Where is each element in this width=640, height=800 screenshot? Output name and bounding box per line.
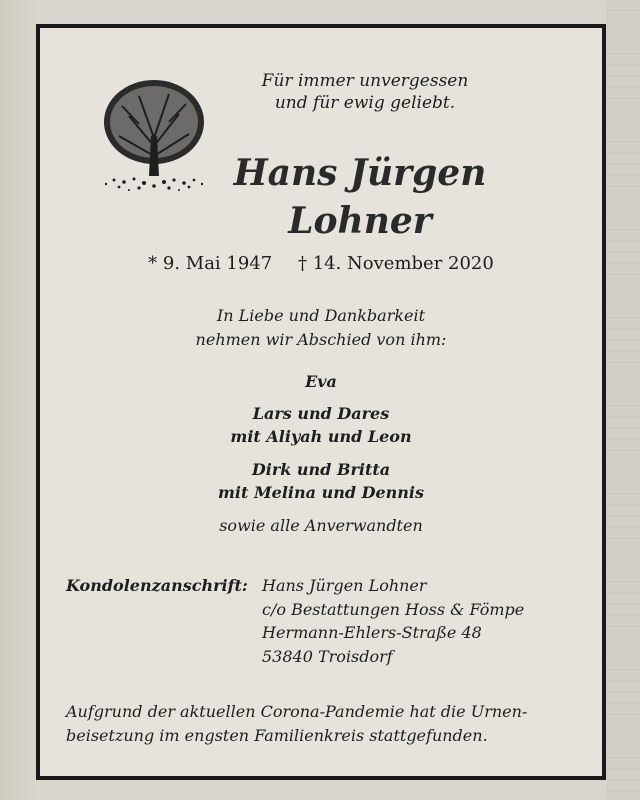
- family-line: mit Aliyah und Leon: [230, 427, 412, 446]
- condolence-label: Kondolenzanschrift:: [66, 576, 248, 595]
- family-group: [40, 458, 602, 504]
- address-line: Hans Jürgen Lohner: [262, 576, 427, 595]
- farewell-intro: [40, 304, 602, 352]
- corona-notice: [66, 700, 586, 748]
- other-relatives: sowie alle Anverwandten: [219, 516, 423, 535]
- intro-line: nehmen wir Abschied von ihm:: [195, 330, 447, 349]
- intro-line: In Liebe und Dankbarkeit: [216, 306, 426, 325]
- notice-line: Aufgrund der aktuellen Corona-Pandemie hat die Urnen-: [66, 702, 528, 721]
- family-line: Eva: [305, 372, 337, 391]
- newspaper-background-left: [0, 0, 40, 800]
- family-line: mit Melina und Dennis: [217, 483, 424, 502]
- address-line: c/o Bestattungen Hoss & Fömpe: [262, 599, 525, 619]
- deceased-first-name: Hans Jürgen: [233, 152, 487, 194]
- address-line: Hermann-Ehlers-Straße 48: [262, 623, 482, 642]
- motto: [200, 70, 530, 114]
- condolence-address: [262, 574, 524, 668]
- newspaper-background-right: [606, 0, 640, 800]
- family-line: Dirk und Britta: [251, 460, 391, 479]
- motto-line: Für immer unvergessen: [261, 71, 469, 91]
- deceased-last-name: Lohner: [288, 200, 432, 242]
- birth-date: * 9. Mai 1947: [148, 253, 273, 274]
- death-date: † 14. November 2020: [297, 253, 494, 274]
- notice-line: beisetzung im engsten Familienkreis stattgefunden.: [66, 726, 488, 745]
- motto-line: und für ewig geliebt.: [274, 93, 456, 113]
- life-dates: [40, 252, 602, 276]
- family-group: [40, 370, 602, 393]
- obituary-card: [36, 24, 606, 780]
- family-group: [40, 402, 602, 448]
- address-line: 53840 Troisdorf: [262, 646, 393, 666]
- family-line: Lars und Dares: [252, 404, 390, 423]
